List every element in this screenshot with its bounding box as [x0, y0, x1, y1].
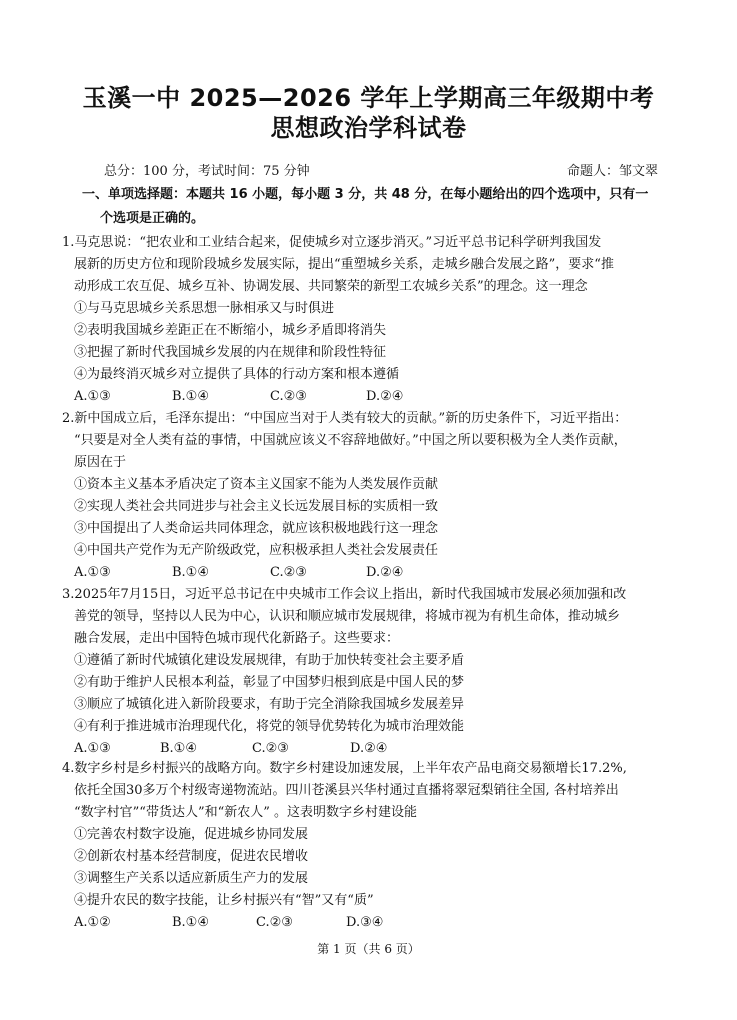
- question-stem-line: 依托全国30多万个村级寄递物流站。四川苍溪县兴华村通过直播将翠冠梨销往全国, 各村培养出: [74, 783, 619, 798]
- answer-choice-b: B.①④: [160, 741, 197, 756]
- question-4: [62, 758, 684, 934]
- answer-choice-c: C.②③: [252, 741, 289, 756]
- answer-choices: [62, 912, 684, 934]
- question-stem-line: “数字村官”“带货达人”和“新农人” 。这表明数字乡村建设能: [74, 805, 418, 820]
- question-stem-line: 2.新中国成立后，毛泽东提出：“中国应当对于人类有较大的贡献。”新的历史条件下，习近平指出：: [62, 411, 628, 426]
- question-stem-line: 融合发展，走出中国特色城市现代化新路子。这些要求：: [74, 631, 400, 646]
- page-number-footer: 第 1 页（共 6 页）: [317, 942, 420, 956]
- answer-choices: [62, 562, 684, 584]
- question-option: ②创新农村基本经营制度，促进农民增收: [74, 849, 309, 864]
- question-3: [62, 584, 684, 760]
- question-option: ④提升农民的数字技能，让乡村振兴有“智”又有“质”: [74, 893, 374, 908]
- question-1: [62, 232, 684, 408]
- section-heading: [82, 183, 682, 231]
- question-stem-line: “只要是对全人类有益的事情，中国就应该义不容辞地做好。”中国之所以要积极为全人类作贡献，: [74, 433, 627, 448]
- question-option: ④有利于推进城市治理现代化，将党的领导优势转化为城市治理效能: [74, 719, 465, 734]
- question-option: ③中国提出了人类命运共同体理念，就应该积极地践行这一理念: [74, 521, 439, 536]
- question-stem-line: 展新的历史方位和现阶段城乡发展实际，提出“重塑城乡关系，走城乡融合发展之路”，要求“推: [74, 257, 614, 272]
- answer-choice-a: A.①③: [74, 389, 111, 404]
- question-option: ④为最终消灭城乡对立提供了具体的行动方案和根本遵循: [74, 367, 400, 382]
- answer-choice-c: C.②③: [256, 915, 293, 930]
- exam-meta-score-time: 总分：100 分，考试时间：75 分钟: [104, 164, 310, 179]
- exam-title-line1: 玉溪一中 2025—2026 学年上学期高三年级期中考: [82, 84, 655, 112]
- answer-choice-d: D.②④: [366, 565, 404, 580]
- answer-choices: [62, 738, 684, 760]
- question-option: ③顺应了城镇化进入新阶段要求，有助于完全消除我国城乡发展差异: [74, 697, 465, 712]
- question-stem-line: 1.马克思说：“把农业和工业结合起来，促使城乡对立逐步消灭。”习近平总书记科学研判我国发: [62, 235, 602, 250]
- question-option: ②有助于维护人民根本利益，彰显了中国梦归根到底是中国人民的梦: [74, 675, 465, 690]
- section-heading-line2: 个选项是正确的。: [100, 211, 205, 226]
- answer-choice-a: A.①②: [74, 915, 111, 930]
- question-option: ①资本主义基本矛盾决定了资本主义国家不能为人类发展作贡献: [74, 477, 439, 492]
- answer-choice-b: B.①④: [172, 389, 209, 404]
- question-option: ②实现人类社会共同进步与社会主义长远发展目标的实质相一致: [74, 499, 439, 514]
- question-option: ①完善农村数字设施，促进城乡协同发展: [74, 827, 309, 842]
- question-option: ①与马克思城乡关系思想一脉相承又与时俱进: [74, 301, 335, 316]
- question-option: ④中国共产党作为无产阶级政党，应积极承担人类社会发展责任: [74, 543, 439, 558]
- question-stem-line: 4.数字乡村是乡村振兴的战略方向。数字乡村建设加速发展，上半年农产品电商交易额增长17.2%,: [62, 761, 627, 776]
- answer-choices: [62, 386, 684, 408]
- answer-choice-d: D.③④: [346, 915, 384, 930]
- exam-meta-author: 命题人：邹文翠: [567, 164, 659, 179]
- answer-choice-d: D.②④: [366, 389, 404, 404]
- answer-choice-a: A.①③: [74, 741, 111, 756]
- question-stem-line: 动形成工农互促、城乡互补、协调发展、共同繁荣的新型工农城乡关系”的理念。这一理念: [74, 279, 588, 294]
- answer-choice-c: C.②③: [270, 565, 307, 580]
- question-2: [62, 408, 684, 584]
- question-stem-line: 善党的领导，坚持以人民为中心，认识和顺应城市发展规律，将城市视为有机生命体，推动城乡: [74, 609, 621, 624]
- question-option: ①遵循了新时代城镇化建设发展规律，有助于加快转变社会主要矛盾: [74, 653, 465, 668]
- answer-choice-b: B.①④: [172, 565, 209, 580]
- question-option: ③调整生产关系以适应新质生产力的发展: [74, 871, 309, 886]
- question-stem-line: 3.2025年7月15日，习近平总书记在中央城市工作会议上指出，新时代我国城市发展必须加强和改: [62, 587, 627, 602]
- answer-choice-c: C.②③: [270, 389, 307, 404]
- section-heading-line1: 一、单项选择题：本题共 16 小题，每小题 3 分，共 48 分，在每小题给出的四个选项中，只有一: [82, 187, 649, 202]
- exam-title-line2: 思想政治学科试卷: [270, 114, 467, 142]
- answer-choice-b: B.①④: [172, 915, 209, 930]
- question-option: ③把握了新时代我国城乡发展的内在规律和阶段性特征: [74, 345, 387, 360]
- answer-choice-d: D.②④: [350, 741, 388, 756]
- answer-choice-a: A.①③: [74, 565, 111, 580]
- question-option: ②表明我国城乡差距正在不断缩小，城乡矛盾即将消失: [74, 323, 387, 338]
- question-stem-line: 原因在于: [74, 455, 127, 470]
